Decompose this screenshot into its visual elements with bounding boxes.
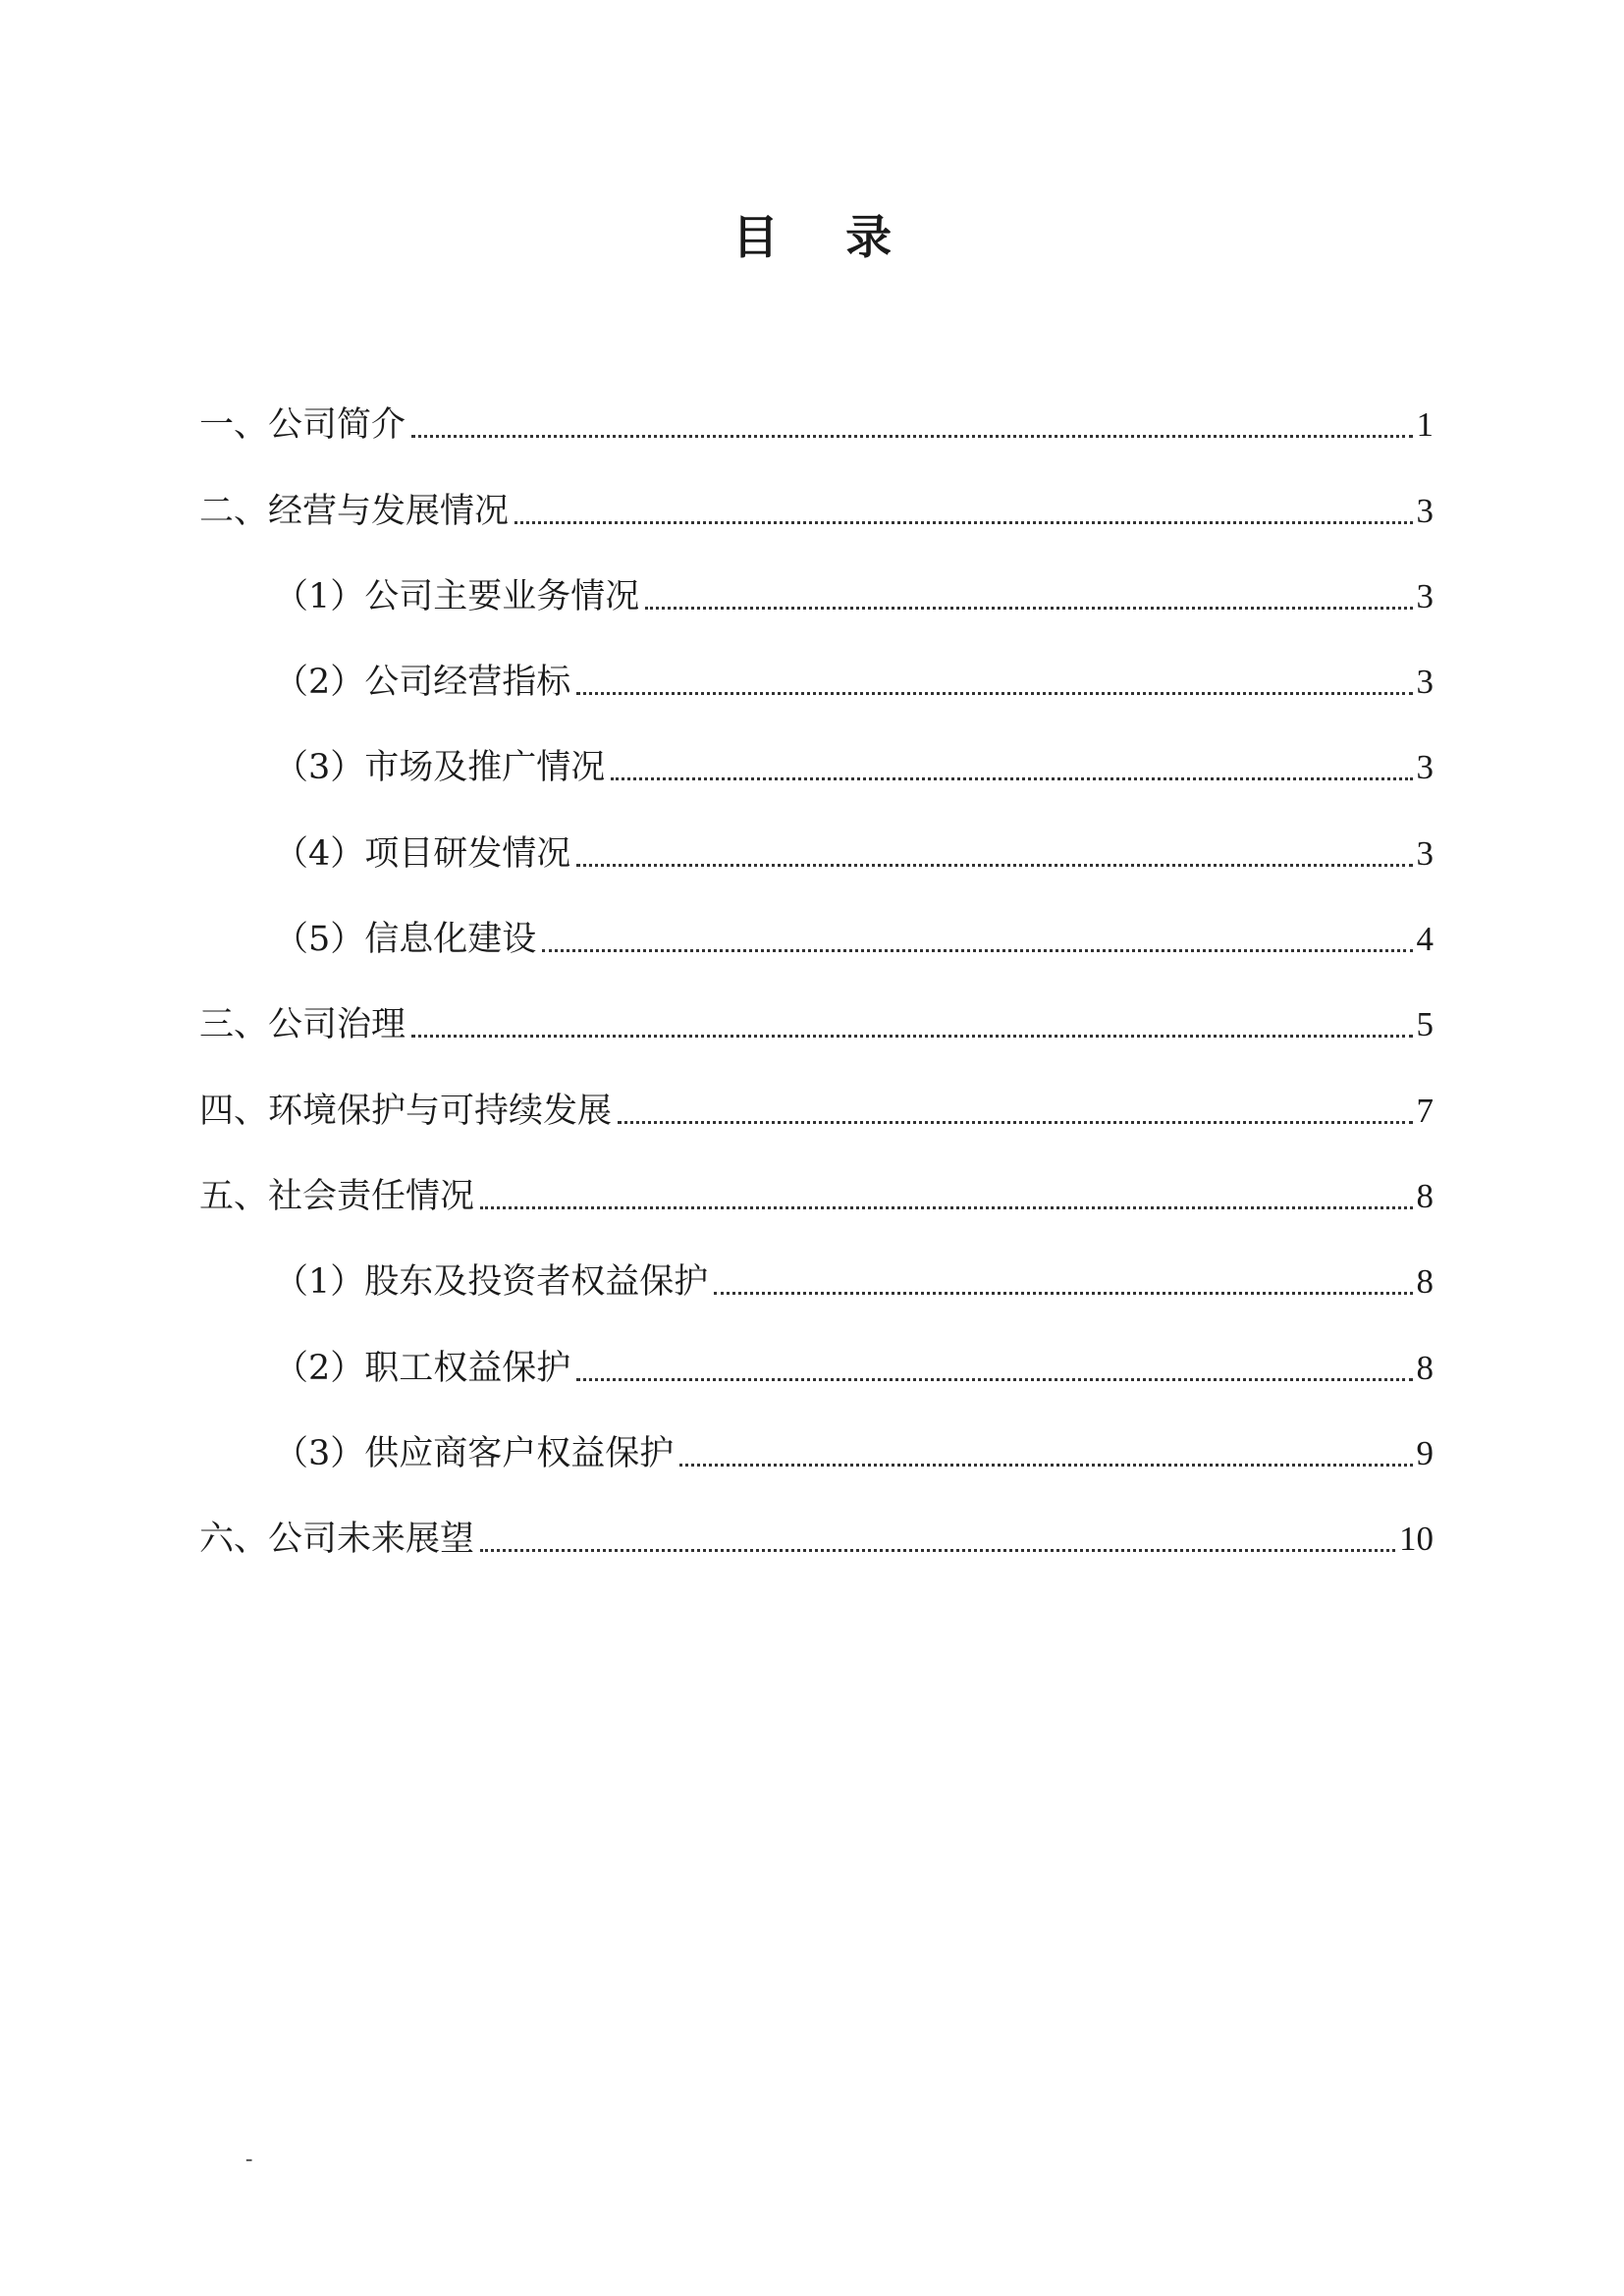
toc-page-number: 1 xyxy=(1416,405,1434,445)
toc-subentry[interactable] xyxy=(199,791,1434,877)
toc-page-number: 10 xyxy=(1399,1520,1434,1559)
toc-entry-label: 五、社会责任情况 xyxy=(199,1176,475,1216)
footer-mark: - xyxy=(245,2146,253,2170)
toc-entry-label: 一、公司简介 xyxy=(199,405,406,446)
toc-subentry[interactable] xyxy=(199,1392,1434,1477)
toc-dot-leader xyxy=(514,511,1412,524)
toc-dot-leader xyxy=(714,1282,1412,1295)
toc-dot-leader xyxy=(411,1025,1412,1038)
toc-page-number: 3 xyxy=(1416,748,1434,787)
toc-entry-label: （1）公司主要业务情况 xyxy=(274,576,640,616)
toc-entry[interactable] xyxy=(199,1135,1434,1220)
toc-subentry[interactable] xyxy=(199,535,1434,620)
toc-subentry[interactable] xyxy=(199,706,1434,791)
toc-page-number: 3 xyxy=(1416,833,1434,873)
toc-dot-leader xyxy=(618,1111,1412,1124)
toc-dot-leader xyxy=(542,939,1412,952)
toc-entry-label: （2）公司经营指标 xyxy=(274,663,571,703)
toc-dot-leader xyxy=(611,768,1412,780)
toc-page-number: 7 xyxy=(1416,1091,1434,1130)
toc-page-number: 8 xyxy=(1416,1176,1434,1215)
toc-entry-label: （2）职工权益保护 xyxy=(274,1348,571,1388)
toc-dot-leader xyxy=(480,1197,1412,1209)
toc-page-number: 3 xyxy=(1416,491,1434,530)
toc-entry-label: （5）信息化建设 xyxy=(274,920,537,960)
toc-dot-leader xyxy=(576,682,1412,695)
page-title: 目 录 xyxy=(731,211,918,265)
toc-dot-leader xyxy=(480,1539,1395,1552)
toc-page-number: 9 xyxy=(1416,1433,1434,1472)
toc-entry-label: 二、经营与发展情况 xyxy=(199,491,510,531)
toc-entry-label: （3）市场及推广情况 xyxy=(274,748,606,788)
table-of-contents xyxy=(199,363,1434,1563)
toc-entry[interactable] xyxy=(199,963,1434,1048)
toc-entry-label: （3）供应商客户权益保护 xyxy=(274,1433,675,1473)
toc-page-number: 5 xyxy=(1416,1005,1434,1044)
toc-dot-leader xyxy=(576,1368,1412,1381)
toc-page-number: 8 xyxy=(1416,1262,1434,1302)
toc-entry-label: （1）股东及投资者权益保护 xyxy=(274,1262,709,1303)
toc-entry-label: 三、公司治理 xyxy=(199,1005,406,1045)
toc-dot-leader xyxy=(645,597,1412,610)
toc-subentry[interactable] xyxy=(199,1220,1434,1306)
toc-entry[interactable] xyxy=(199,363,1434,449)
toc-subentry[interactable] xyxy=(199,1306,1434,1391)
toc-entry-label: 六、公司未来展望 xyxy=(199,1520,475,1560)
toc-entry-label: 四、环境保护与可持续发展 xyxy=(199,1091,613,1131)
toc-subentry[interactable] xyxy=(199,620,1434,706)
toc-page-number: 4 xyxy=(1416,920,1434,959)
toc-entry-label: （4）项目研发情况 xyxy=(274,833,571,874)
toc-dot-leader xyxy=(576,854,1412,867)
toc-entry[interactable] xyxy=(199,1048,1434,1134)
toc-dot-leader xyxy=(411,425,1412,438)
toc-entry[interactable] xyxy=(199,1477,1434,1563)
toc-page-number: 3 xyxy=(1416,663,1434,702)
toc-dot-leader xyxy=(679,1454,1412,1467)
toc-page-number: 8 xyxy=(1416,1348,1434,1387)
toc-entry[interactable] xyxy=(199,449,1434,534)
toc-subentry[interactable] xyxy=(199,878,1434,963)
toc-page-number: 3 xyxy=(1416,576,1434,615)
